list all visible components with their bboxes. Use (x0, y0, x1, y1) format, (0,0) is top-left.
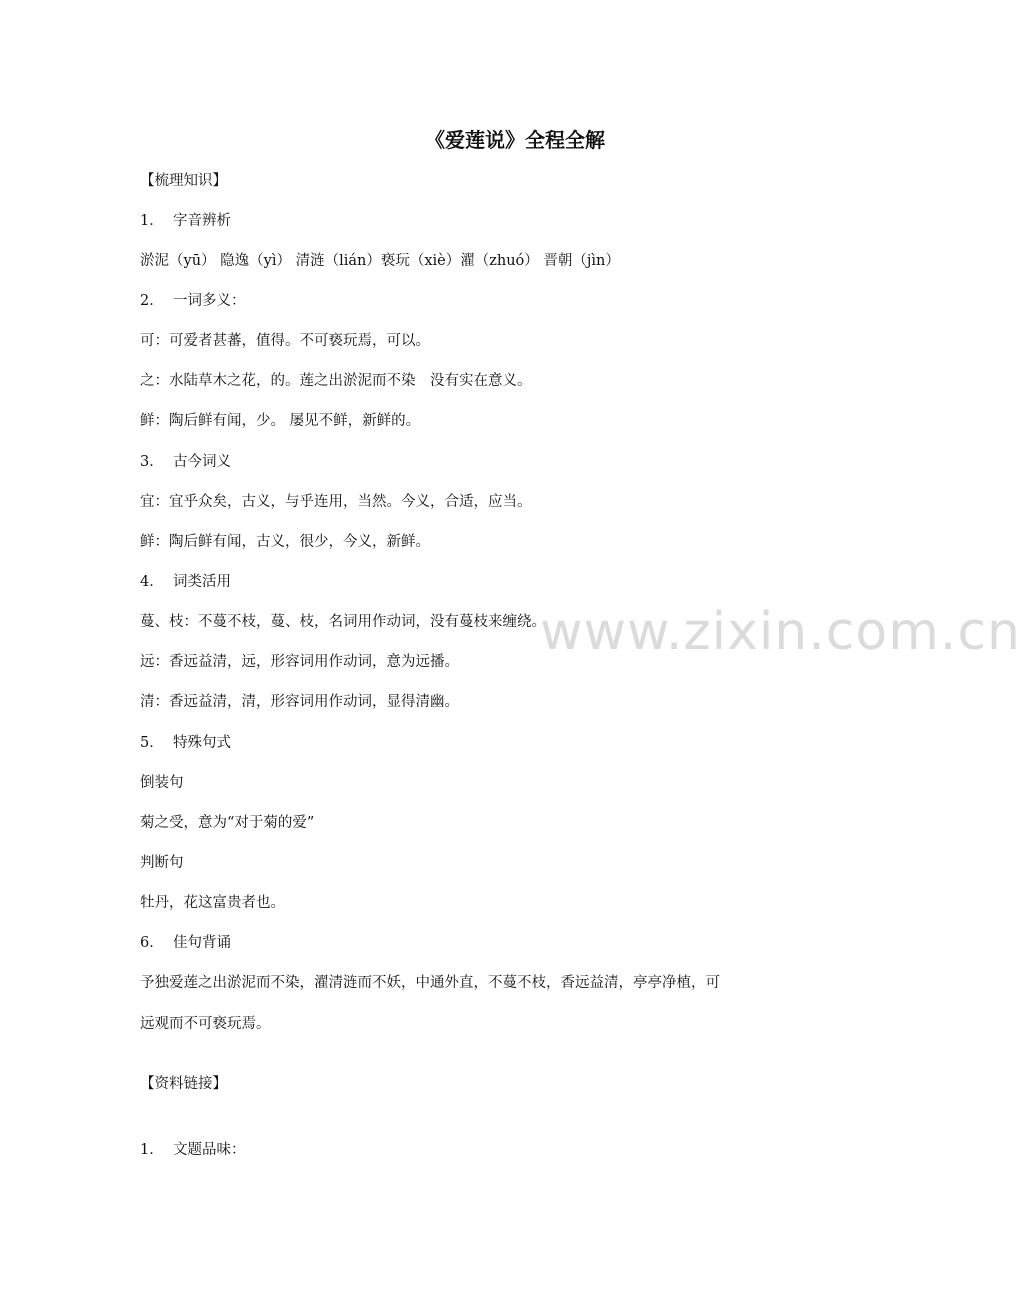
list-number: 1． (140, 213, 164, 229)
list-number: 4． (140, 574, 164, 590)
list-item-3 (140, 452, 231, 472)
text-line: 菊之受，意为“对于菊的爱” (140, 815, 315, 831)
list-item-1 (140, 211, 231, 231)
text-line: 宜：宜乎众矣，古义，与乎连用，当然。今义，合适，应当。 (140, 494, 532, 510)
text-line: 之：水陆草木之花，的。莲之出淤泥而不染 没有实在意义。 (140, 373, 532, 389)
text-line: 可：可爱者甚蕃，值得。不可亵玩焉，可以。 (140, 333, 430, 349)
list-number: 3． (140, 454, 164, 470)
text-line: 判断句 (140, 855, 184, 871)
list-item-label: 佳句背诵 (173, 935, 231, 951)
text-line: 远观而不可亵玩焉。 (140, 1016, 271, 1032)
watermark: www.zixin.com.cn (540, 602, 1021, 662)
list-item-4 (140, 572, 231, 592)
text-line: 远：香远益清，远，形容词用作动词，意为远播。 (140, 654, 459, 670)
section-heading-knowledge: 【梳理知识】 (140, 173, 227, 189)
list-item-label: 字音辨析 (173, 213, 231, 229)
list-item-label: 特殊句式 (173, 735, 231, 751)
list-item-6 (140, 933, 231, 953)
list-item-2 (140, 291, 246, 311)
list-item-label: 词类活用 (173, 574, 231, 590)
text-line: 倒装句 (140, 775, 184, 791)
list-number: 1． (140, 1142, 164, 1158)
text-line: 清：香远益清，清，形容词用作动词，显得清幽。 (140, 694, 459, 710)
list-item-label: 文题品味： (173, 1142, 246, 1158)
pinyin-line: 淤泥（yū） 隐逸（yì） 清涟（lián）亵玩（xiè）濯（zhuó） 晋朝（jìn） (140, 253, 620, 269)
text-line: 牡丹，花这富贵者也。 (140, 895, 285, 911)
page-title: 《爱莲说》全程全解 (425, 128, 605, 152)
text-line: 鲜：陶后鲜有闻，古义，很少，今义，新鲜。 (140, 534, 430, 550)
list-number: 2． (140, 293, 164, 309)
list-number: 6． (140, 935, 164, 951)
list-number: 5． (140, 735, 164, 751)
list-item-5 (140, 733, 231, 753)
section-heading-resources: 【资料链接】 (140, 1076, 227, 1092)
list-item-label: 一词多义： (173, 293, 246, 309)
text-line: 予独爱莲之出淤泥而不染，濯清涟而不妖，中通外直，不蔓不枝，香远益清，亭亭净植，可 (140, 975, 720, 991)
text-line: 蔓、枝：不蔓不枝，蔓、枝，名词用作动词，没有蔓枝来缠绕。 (140, 614, 546, 630)
list-item-label: 古今词义 (173, 454, 231, 470)
list-item-resource-1 (140, 1140, 246, 1160)
text-line: 鲜：陶后鲜有闻，少。 屡见不鲜，新鲜的。 (140, 413, 421, 429)
